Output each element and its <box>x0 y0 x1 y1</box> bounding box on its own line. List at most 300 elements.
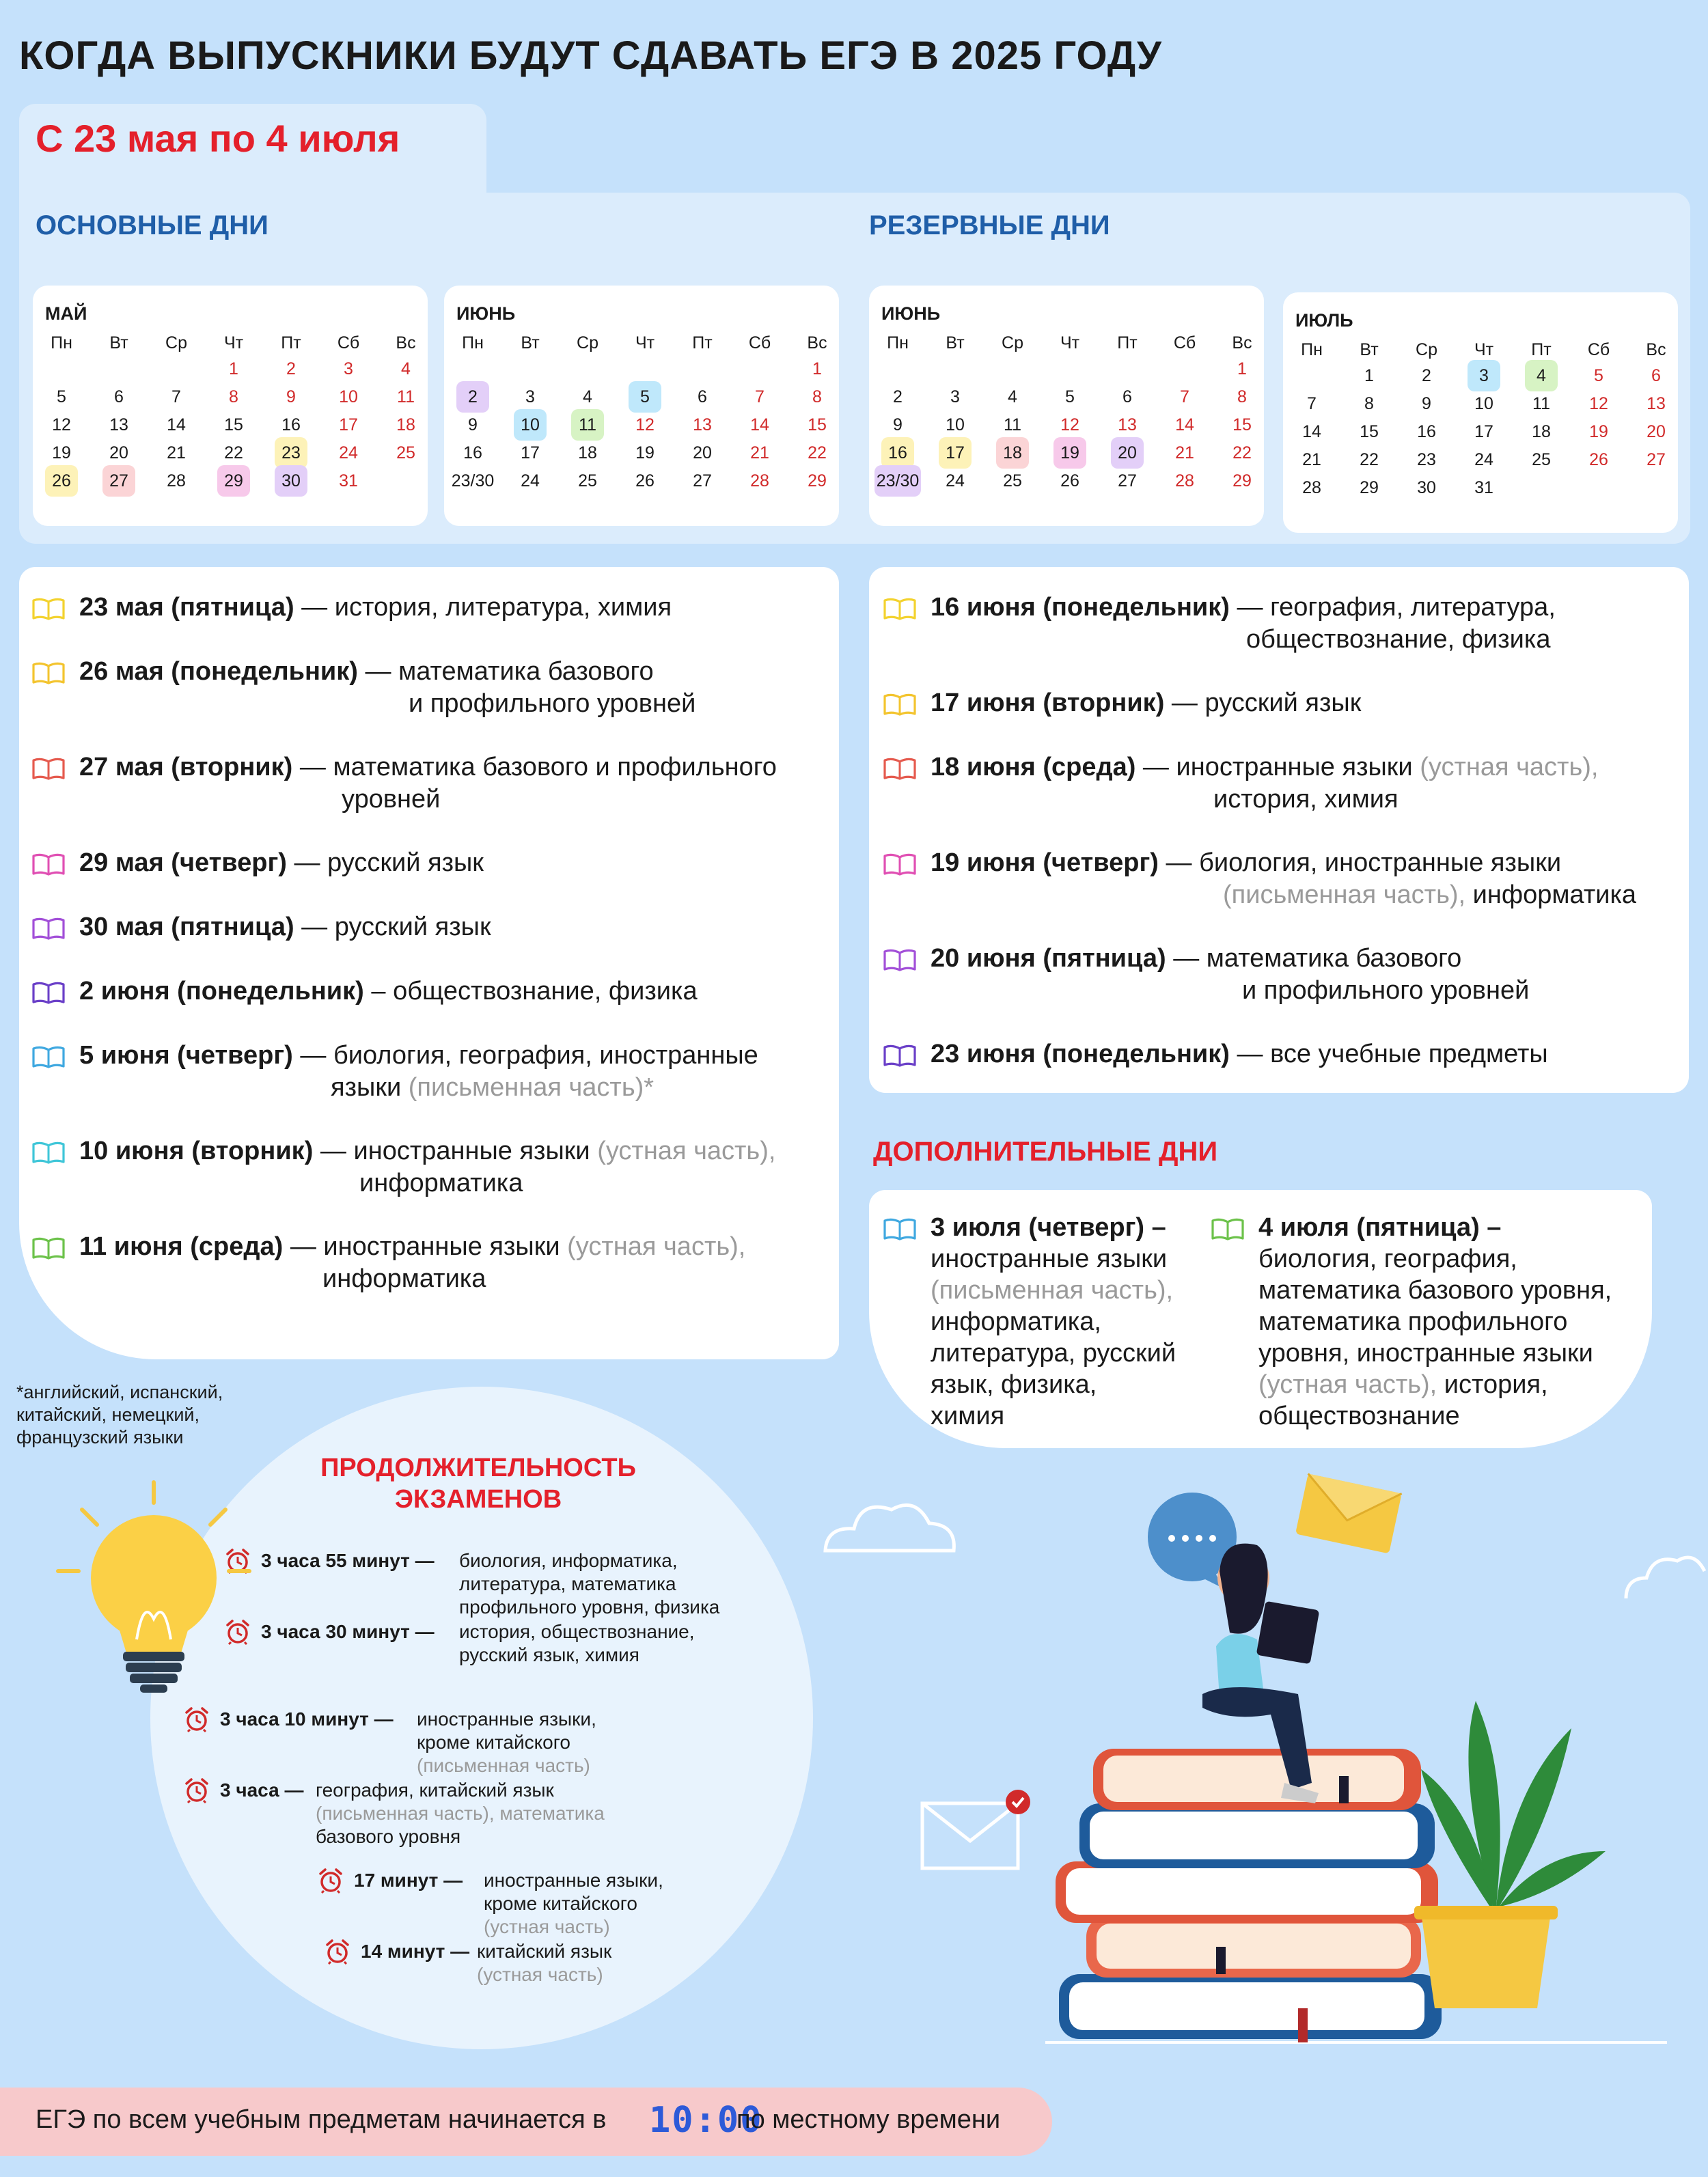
duration-label: 3 часа 10 минут — <box>220 1708 394 1730</box>
calendar-day: 8 <box>812 387 822 406</box>
calendar-day: 9 <box>893 415 903 434</box>
book-icon <box>31 852 66 876</box>
calendar-day: 8 <box>1364 394 1374 413</box>
calendar-day: 14 <box>750 415 769 434</box>
calendar-day <box>90 471 148 497</box>
schedule-subjects: иностранные языки <box>353 1137 598 1165</box>
envelope-icon <box>1295 1473 1402 1553</box>
calendar-month-name: ИЮЛЬ <box>1295 310 1353 331</box>
duration-subjects: (устная часть) <box>484 1916 610 1937</box>
calendar-month-name: ИЮНЬ <box>456 303 516 324</box>
calendar-day: 30 <box>1417 478 1436 497</box>
calendar-day <box>1455 366 1513 391</box>
calendar-day: 19 <box>1589 422 1608 441</box>
weekday-header: Пт <box>1531 340 1552 359</box>
calendar-day: 6 <box>698 387 707 406</box>
schedule-date: 30 мая (пятница) <box>79 913 294 941</box>
calendar-day: 1 <box>1364 366 1374 385</box>
calendar-day: 14 <box>167 415 186 434</box>
calendar-day: 26 <box>635 471 655 490</box>
calendar-day: 3 <box>950 387 960 406</box>
calendar-day <box>869 471 926 497</box>
duration-label: 3 часа — <box>220 1779 304 1801</box>
weekday-header: Чт <box>1474 340 1494 359</box>
calendar-day: 12 <box>52 415 71 434</box>
schedule-line <box>359 1167 523 1200</box>
calendar-day-highlight: 27 <box>102 465 135 497</box>
schedule-separator: — <box>286 848 328 877</box>
calendar-day-highlight: 20 <box>1111 437 1144 469</box>
calendar-day: 1 <box>1237 359 1247 378</box>
schedule-subjects: география, литература, <box>1270 593 1556 622</box>
calendar-day: 5 <box>1594 366 1603 385</box>
calendar-day: 3 <box>525 387 535 406</box>
calendar-day: 5 <box>1065 387 1075 406</box>
additional-line: математика базового уровня, <box>1258 1276 1612 1305</box>
duration-subjects: история, обществознание, <box>459 1621 695 1642</box>
calendar-day: 21 <box>1302 450 1321 469</box>
calendar-day: 31 <box>339 471 358 490</box>
schedule-date: 3 июля (четверг) – <box>931 1213 1166 1242</box>
calendar-day: 10 <box>946 415 965 434</box>
calendar-day: 25 <box>396 443 415 462</box>
schedule-subjects: уровней <box>342 785 441 814</box>
weekday-header: Вт <box>521 333 540 352</box>
duration-subjects: профильного уровня, физика <box>459 1596 720 1618</box>
schedule-line <box>342 784 440 816</box>
additional-line: язык, физика, <box>931 1370 1097 1399</box>
schedule-subjects: обществознание, физика <box>393 977 698 1006</box>
calendar-day <box>1513 366 1570 391</box>
schedule-subjects: история, литература, химия <box>334 593 672 622</box>
schedule-line <box>1213 784 1399 816</box>
calendar-day: 22 <box>1360 450 1379 469</box>
schedule-separator: — <box>1164 689 1205 717</box>
book-icon <box>31 596 66 621</box>
schedule-separator: — <box>292 753 333 781</box>
schedule-date: 27 мая (вторник) <box>79 753 293 781</box>
calendar-day: 20 <box>693 443 712 462</box>
schedule-separator: — <box>1229 593 1271 622</box>
duration-subjects: (устная часть) <box>477 1964 603 1985</box>
weekday-header: Сб <box>1587 340 1610 359</box>
calendar-day: 31 <box>1474 478 1493 497</box>
calendar-day: 15 <box>808 415 827 434</box>
schedule-subjects: информатика <box>1472 880 1637 909</box>
calendar-day: 28 <box>750 471 769 490</box>
reserve-days-title: РЕЗЕРВНЫЕ ДНИ <box>869 210 1110 240</box>
calendar-day: 20 <box>109 443 128 462</box>
calendar-day-highlight: 3 <box>1468 360 1500 391</box>
schedule-separator: — <box>292 1041 333 1070</box>
calendar-day: 13 <box>1118 415 1137 434</box>
calendar-day: 26 <box>1060 471 1079 490</box>
calendar-day: 17 <box>1474 422 1493 441</box>
additional-line: информатика, <box>931 1307 1101 1336</box>
schedule-line <box>931 943 1461 975</box>
schedule-date: 5 июня (четверг) <box>79 1041 293 1070</box>
calendar-day: 21 <box>167 443 186 462</box>
calendar-day-highlight: 23/30 <box>874 465 922 497</box>
calendar-day: 22 <box>808 443 827 462</box>
calendar-day <box>205 471 262 497</box>
schedule-date: 2 июня (понедельник) <box>79 977 364 1006</box>
schedule-line <box>931 1038 1548 1070</box>
schedule-date: 17 июня (вторник) <box>931 689 1165 717</box>
schedule-line <box>79 1231 745 1263</box>
calendar-day: 23 <box>1417 450 1436 469</box>
additional-line: химия <box>931 1402 1005 1430</box>
book-icon <box>883 756 917 781</box>
calendar-day-highlight: 11 <box>571 409 604 441</box>
schedule-subjects: информатика <box>322 1264 486 1293</box>
calendar-day: 17 <box>521 443 540 462</box>
calendar-day: 24 <box>1474 450 1493 469</box>
duration-subjects: биология, информатика, <box>459 1550 678 1571</box>
calendar-day: 4 <box>1008 387 1017 406</box>
book-icon <box>31 1236 66 1260</box>
duration-title: ПРОДОЛЖИТЕЛЬНОСТЬ ЭКЗАМЕНОВ <box>320 1454 636 1514</box>
calendar-day: 22 <box>224 443 243 462</box>
calendar-day: 25 <box>1003 471 1022 490</box>
calendar-day: 21 <box>750 443 769 462</box>
calendar-day: 12 <box>1060 415 1079 434</box>
schedule-subjects: и профильного уровней <box>409 689 696 718</box>
calendar-day-highlight: 4 <box>1525 360 1558 391</box>
calendar-day: 18 <box>1532 422 1551 441</box>
weekday-header: Сб <box>748 333 771 352</box>
schedule-subjects: иностранные языки <box>323 1232 568 1261</box>
weekday-header: Вт <box>1360 340 1379 359</box>
calendar-may <box>33 286 428 526</box>
calendar-day: 12 <box>1589 394 1608 413</box>
calendar-day: 24 <box>946 471 965 490</box>
schedule-line <box>79 911 491 943</box>
calendar-day-highlight: 2 <box>456 381 489 413</box>
calendar-day: 28 <box>167 471 186 490</box>
calendar-day: 14 <box>1175 415 1194 434</box>
calendar-day-highlight: 18 <box>996 437 1029 469</box>
schedule-date: 29 мая (четверг) <box>79 848 287 877</box>
schedule-subjects: биология, география, иностранные <box>333 1041 758 1070</box>
schedule-note: (устная часть), <box>1258 1370 1437 1399</box>
schedule-line <box>79 847 484 879</box>
period-label: С 23 мая по 4 июля <box>36 117 400 160</box>
calendar-day <box>501 415 559 441</box>
schedule-separator: — <box>1158 848 1200 877</box>
schedule-date: 19 июня (четверг) <box>931 848 1159 877</box>
calendar-day: 15 <box>1360 422 1379 441</box>
book-icon <box>883 1043 917 1068</box>
schedule-date: 26 мая (понедельник) <box>79 657 358 686</box>
calendar-day: 17 <box>339 415 358 434</box>
duration-label: 3 часа 30 минут — <box>261 1621 435 1642</box>
additional-line: (письменная часть), <box>931 1276 1174 1305</box>
footnote: *английский, испанский, китайский, немецкий, французский языки <box>16 1382 223 1447</box>
schedule-line <box>79 975 698 1008</box>
calendar-day: 24 <box>339 443 358 462</box>
duration-label: 3 часа 55 минут — <box>261 1550 435 1571</box>
calendar-day: 26 <box>1589 450 1608 469</box>
schedule-subjects: русский язык <box>334 913 491 941</box>
calendar-day: 11 <box>1004 415 1021 434</box>
calendar-month-name: ИЮНЬ <box>881 303 941 324</box>
book-icon <box>883 596 917 621</box>
calendar-day: 13 <box>1647 394 1666 413</box>
book-icon <box>883 947 917 972</box>
calendar-day-highlight: 17 <box>939 437 972 469</box>
calendar-day-highlight: 10 <box>514 409 547 441</box>
schedule-subjects: иностранные языки <box>1176 753 1420 781</box>
duration-subjects: география, китайский язык <box>316 1779 554 1801</box>
calendar-day: 27 <box>693 471 712 490</box>
schedule-separator: — <box>357 657 399 686</box>
weekday-header: Чт <box>635 333 655 352</box>
calendar-day: 13 <box>693 415 712 434</box>
book-icon <box>883 692 917 717</box>
schedule-separator: — <box>283 1232 324 1261</box>
book-icon <box>1211 1217 1245 1241</box>
calendar-day: 19 <box>52 443 71 462</box>
calendar-day-highlight: 23 <box>275 437 307 469</box>
study-illustration <box>820 1469 1708 2070</box>
schedule-date: 23 июня (понедельник) <box>931 1040 1230 1068</box>
calendar-day: 16 <box>463 443 482 462</box>
weekday-header: Пт <box>281 333 301 352</box>
calendar-day: 9 <box>468 415 478 434</box>
calendar-day: 7 <box>1180 387 1189 406</box>
weekday-header: Вт <box>946 333 965 352</box>
alarm-clock-icon <box>325 1939 350 1965</box>
calendar-day: 10 <box>339 387 358 406</box>
schedule-line <box>79 656 654 688</box>
calendar-june-reserve <box>869 286 1264 526</box>
schedule-date: 16 июня (понедельник) <box>931 593 1230 622</box>
calendar-day <box>262 471 320 497</box>
weekday-header: Пн <box>887 333 909 352</box>
calendar-day: 11 <box>1532 394 1550 413</box>
calendar-day <box>1099 443 1156 469</box>
schedule-line <box>1223 879 1636 911</box>
calendar-day: 1 <box>229 359 238 378</box>
schedule-subjects: математика базового и профильного <box>333 753 777 781</box>
calendar-day: 7 <box>755 387 765 406</box>
schedule-subjects: информатика <box>359 1169 523 1197</box>
alarm-clock-icon <box>184 1777 209 1803</box>
calendar-day: 16 <box>281 415 301 434</box>
page-title: КОГДА ВЫПУСКНИКИ БУДУТ СДАВАТЬ ЕГЭ В 2025 ГОДУ <box>19 33 1163 78</box>
plant-pot <box>1414 1701 1606 2008</box>
book-icon <box>31 1140 66 1165</box>
calendar-day: 27 <box>1118 471 1137 490</box>
start-time-text-before: ЕГЭ по всем учебным предметам начинается в <box>36 2105 607 2134</box>
calendar-day: 22 <box>1232 443 1252 462</box>
calendar-day: 5 <box>57 387 66 406</box>
weekday-header: Ср <box>1002 333 1023 352</box>
book-icon <box>31 916 66 941</box>
calendar-day-highlight: 30 <box>275 465 307 497</box>
calendar-day: 8 <box>229 387 238 406</box>
additional-date <box>1258 1212 1501 1244</box>
mail-icon <box>922 1790 1030 1868</box>
calendar-day: 29 <box>808 471 827 490</box>
calendar-day: 6 <box>1651 366 1661 385</box>
schedule-line <box>79 1135 775 1167</box>
alarm-clock-icon <box>184 1706 209 1732</box>
calendar-day: 28 <box>1175 471 1194 490</box>
calendar-day-highlight: 16 <box>881 437 914 469</box>
additional-line <box>1258 1369 1548 1401</box>
calendar-day: 11 <box>397 387 415 406</box>
schedule-line <box>1246 624 1550 656</box>
duration-subjects: иностранные языки, <box>484 1870 663 1891</box>
schedule-line <box>409 688 695 720</box>
schedule-date: 23 мая (пятница) <box>79 593 294 622</box>
schedule-separator: — <box>1135 753 1176 781</box>
schedule-subjects: обществознание, физика <box>1246 625 1551 654</box>
calendar-day: 29 <box>1232 471 1252 490</box>
schedule-subjects: история, <box>1437 1370 1548 1399</box>
book-icon <box>31 980 66 1005</box>
weekday-header: Пн <box>1301 340 1323 359</box>
calendar-day: 27 <box>1647 450 1666 469</box>
calendar-day: 9 <box>1422 394 1431 413</box>
schedule-line <box>79 1040 758 1072</box>
schedule-note: (устная часть), <box>1420 753 1599 781</box>
additional-line: литература, русский <box>931 1339 1176 1368</box>
calendar-day: 4 <box>583 387 592 406</box>
duration-label: 17 минут — <box>354 1870 463 1891</box>
calendar-day: 13 <box>109 415 128 434</box>
calendar-day: 8 <box>1237 387 1247 406</box>
additional-date <box>931 1212 1166 1244</box>
start-time-text-after: по местному времени <box>736 2105 1001 2134</box>
calendar-day: 21 <box>1175 443 1194 462</box>
light-bulb-icon <box>41 1469 266 1701</box>
calendar-day: 2 <box>1422 366 1431 385</box>
calendar-day: 2 <box>286 359 296 378</box>
calendar-day <box>444 387 501 413</box>
schedule-line <box>931 592 1556 624</box>
book-icon <box>883 1217 917 1241</box>
schedule-separator: — <box>313 1137 354 1165</box>
calendar-day: 29 <box>1360 478 1379 497</box>
schedule-date: 11 июня (среда) <box>79 1232 284 1261</box>
weekday-header: Ср <box>577 333 598 352</box>
calendar-day: 19 <box>635 443 655 462</box>
book-icon <box>31 1044 66 1069</box>
main-days-title: ОСНОВНЫЕ ДНИ <box>36 210 268 240</box>
calendar-day: 25 <box>578 471 597 490</box>
calendar-day-highlight: 29 <box>217 465 250 497</box>
calendar-day: 25 <box>1532 450 1551 469</box>
calendar-day: 12 <box>635 415 655 434</box>
schedule-separator: — <box>1166 944 1207 973</box>
calendar-day-highlight: 26 <box>45 465 78 497</box>
schedule-line <box>931 687 1361 719</box>
duration-label: 14 минут — <box>361 1941 470 1962</box>
calendar-june-main <box>444 286 839 526</box>
calendar-day: 15 <box>1232 415 1252 434</box>
alarm-clock-icon <box>318 1868 343 1894</box>
duration-subjects: русский язык, химия <box>459 1644 639 1665</box>
schedule-subjects: все учебные предметы <box>1270 1040 1548 1068</box>
calendar-day <box>926 443 984 469</box>
additional-line: биология, география, <box>1258 1245 1517 1273</box>
additional-days-title: ДОПОЛНИТЕЛЬНЫЕ ДНИ <box>873 1137 1218 1167</box>
weekday-header: Вс <box>1646 340 1666 359</box>
calendar-day <box>559 415 616 441</box>
weekday-header: Вс <box>396 333 416 352</box>
calendar-day: 1 <box>812 359 822 378</box>
duration-subjects: китайский язык <box>477 1941 612 1962</box>
calendar-day-highlight: 5 <box>629 381 661 413</box>
schedule-line <box>79 751 777 784</box>
calendar-day: 3 <box>344 359 353 378</box>
calendar-day: 28 <box>1302 478 1321 497</box>
calendar-day: 6 <box>1122 387 1132 406</box>
weekday-header: Ср <box>1416 340 1437 359</box>
schedule-line <box>331 1072 654 1104</box>
schedule-date: 18 июня (среда) <box>931 753 1136 781</box>
start-time-bar <box>0 2088 1052 2156</box>
calendar-day: 9 <box>286 387 296 406</box>
weekday-header: Чт <box>1060 333 1080 352</box>
calendar-day: 14 <box>1302 422 1321 441</box>
schedule-note: (устная часть), <box>597 1137 776 1165</box>
duration-subjects: (письменная часть) <box>417 1755 590 1776</box>
calendar-day-highlight: 19 <box>1053 437 1086 469</box>
weekday-header: Пт <box>692 333 713 352</box>
book-icon <box>31 756 66 781</box>
schedule-line <box>931 751 1598 784</box>
duration-subjects: базового уровня <box>316 1826 461 1847</box>
calendar-day: 7 <box>1307 394 1317 413</box>
schedule-subjects: математика базового <box>1206 944 1462 973</box>
book-icon <box>31 661 66 685</box>
schedule-line <box>1242 975 1529 1007</box>
schedule-line <box>79 592 672 624</box>
schedule-separator: — <box>294 593 335 622</box>
calendar-day <box>984 443 1041 469</box>
weekday-header: Пт <box>1117 333 1138 352</box>
calendar-day: 7 <box>171 387 181 406</box>
calendar-day <box>616 387 674 413</box>
duration-subjects: кроме китайского <box>484 1893 637 1914</box>
additional-line: иностранные языки <box>931 1245 1168 1273</box>
calendar-day: 18 <box>396 415 415 434</box>
schedule-date: 4 июля (пятница) – <box>1258 1213 1502 1242</box>
duration-subjects: иностранные языки, <box>417 1708 596 1730</box>
weekday-header: Чт <box>223 333 244 352</box>
schedule-date: 10 июня (вторник) <box>79 1137 314 1165</box>
book-icon <box>883 852 917 876</box>
weekday-header: Вс <box>1232 333 1252 352</box>
schedule-subjects: история, химия <box>1213 785 1399 814</box>
schedule-separator: – <box>363 977 394 1006</box>
calendar-day <box>33 471 90 497</box>
weekday-header: Вс <box>807 333 827 352</box>
weekday-header: Пн <box>462 333 484 352</box>
calendar-day: 4 <box>401 359 411 378</box>
calendar-day: 18 <box>578 443 597 462</box>
calendar-day: 23/30 <box>451 471 495 490</box>
additional-line: уровня, иностранные языки <box>1258 1339 1593 1368</box>
calendar-day: 15 <box>224 415 243 434</box>
schedule-separator: — <box>1229 1040 1271 1068</box>
weekday-header: Ср <box>165 333 187 352</box>
schedule-subjects: биология, иностранные языки <box>1199 848 1562 877</box>
